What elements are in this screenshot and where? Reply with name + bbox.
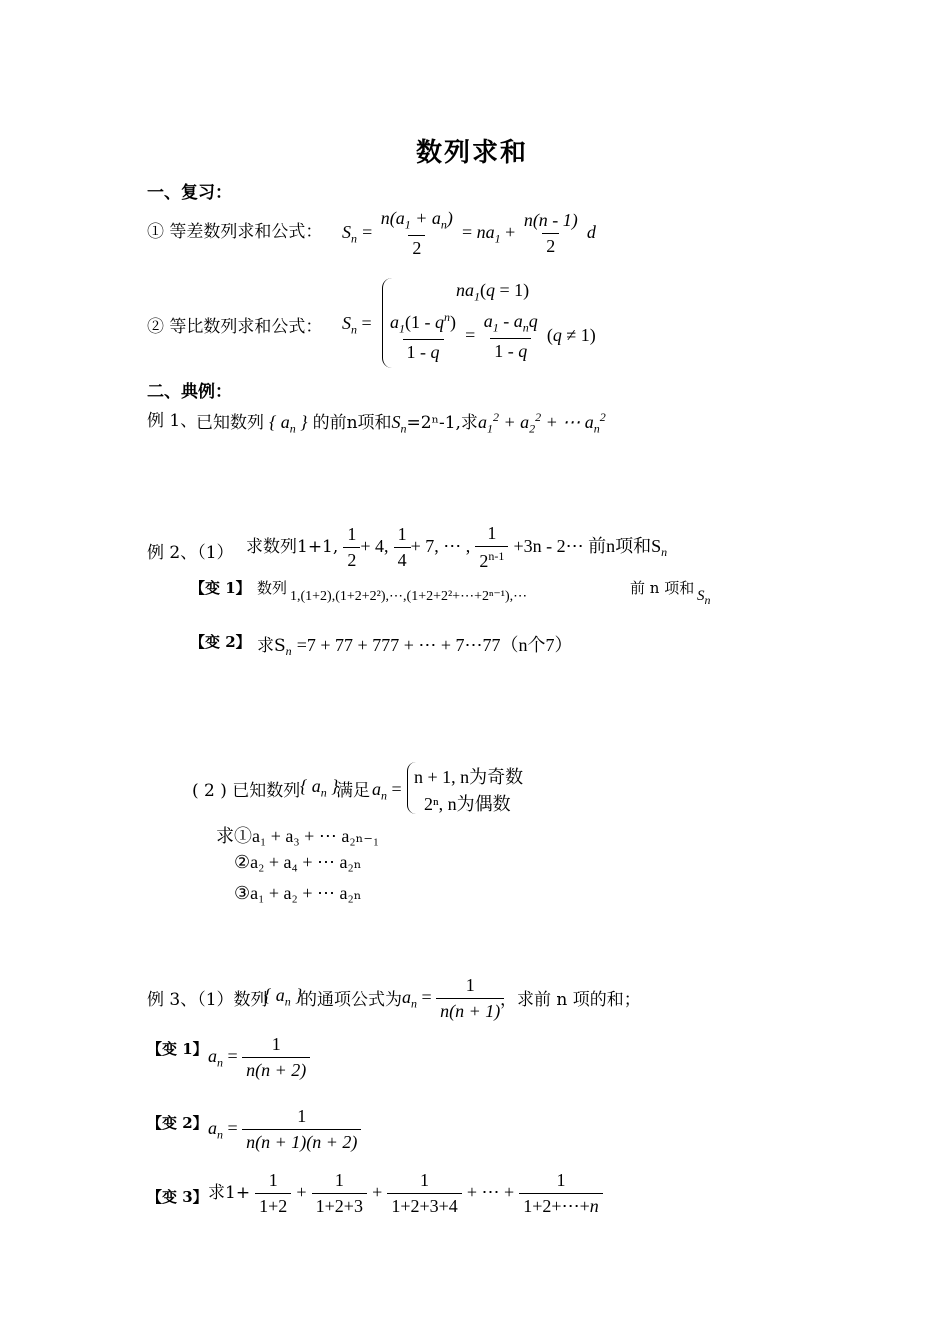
variant-1-text: 数列 bbox=[257, 579, 288, 597]
example-1-text-2: 的前n项和 bbox=[312, 413, 392, 433]
example-3-tail: ，求前 n 项的和； bbox=[500, 990, 641, 1010]
geometric-sum-lhs: $S_n$ = bbox=[342, 313, 372, 337]
example-2-statement: 求数列1+1, $\frac{1}{2}$ + 4, $\frac{1}{4}$ + 7, ⋯ , $\frac{1}{2^{n-1}}$ +3n - 2⋯ 前n项和$S_n$ bbox=[246, 523, 668, 571]
review-item-2-label: ② 等比数列求和公式： bbox=[147, 317, 323, 337]
example-1-text-3: =2ⁿ-1,求 bbox=[406, 413, 478, 433]
variant-2-tag: 【变 2】 bbox=[190, 633, 251, 651]
part-2-an: $a_n$ = bbox=[372, 779, 402, 803]
part-2-case-even: 2ⁿ, n为偶数 bbox=[424, 794, 511, 814]
geometric-case-q1: $na_1(q = 1)$ bbox=[456, 280, 530, 304]
page-title: 数列求和 bbox=[416, 138, 529, 168]
example-3-variant-3-formula: 求1+ $\frac{1}{1+2}$ + $\frac{1}{1+2+3}$ + $\frac{1}{1+2+3+4}$ + ⋯ + $\frac{1}{1+2+\cdots+n}$ bbox=[208, 1170, 603, 1217]
part-2-ask-1: 求①a₁ + a₃ + ⋯ a₂ₙ₋₁ bbox=[216, 826, 380, 846]
example-2-label: 例 2、（1） bbox=[147, 543, 234, 563]
variant-1-tail: 前 n 项和 bbox=[630, 579, 695, 597]
example-1-text: 已知数列 bbox=[196, 413, 264, 433]
example-3-formula: $a_n$ = $\frac{1}{n(n + 1)}$ bbox=[402, 975, 504, 1022]
geometric-case-q-not-1: $\frac{a_1(1 - q^n)}{1 - q}$ = $\frac{a_1 - a_nq}{1 - q}$ (q ≠ 1) bbox=[390, 310, 596, 362]
variant-1-tag: 【变 1】 bbox=[190, 579, 251, 597]
part-2-case-odd: n + 1, n为奇数 bbox=[414, 767, 524, 787]
part-2-ask-2: ②a₂ + a₄ + ⋯ a₂ₙ bbox=[234, 852, 362, 872]
variant-1-sn: $S_n$ bbox=[697, 588, 711, 607]
variant-2-statement: 求$S_n =7 + 77 + 777$ + ⋯ + 7⋯77（n个7） bbox=[257, 635, 573, 659]
example-3-sequence: { $a_n$ } bbox=[264, 985, 303, 1009]
example-2-text: 求数列1+1, bbox=[246, 537, 339, 557]
section-heading-review: 一、复习： bbox=[147, 183, 232, 203]
part-2-sequence: { $a_n$ } bbox=[300, 776, 339, 800]
example-3-variant-2-tag: 【变 2】 bbox=[147, 1114, 208, 1132]
example-3-variant-1-tag: 【变 1】 bbox=[147, 1040, 208, 1058]
part-2-ask-3: ③a₁ + a₂ + ⋯ a₂ₙ bbox=[234, 883, 362, 903]
variant-2-expr: =7 + 77 + 777 + ⋯ + 7⋯77（n个7） bbox=[296, 635, 573, 655]
example-2-tail: +3n - 2⋯ 前n项和S bbox=[513, 536, 662, 556]
part-2-text: 满足 bbox=[336, 781, 370, 801]
example-3-variant-3-text: 求1+ bbox=[208, 1183, 251, 1203]
variant-2-text: 求S bbox=[257, 636, 286, 656]
example-1-label: 例 1、 bbox=[147, 411, 198, 431]
part-2-label: ( 2 ) 已知数列 bbox=[192, 781, 301, 801]
example-3-label: 例 3、（1）数列 bbox=[147, 990, 268, 1010]
section-heading-examples: 二、典例： bbox=[147, 382, 232, 402]
variant-1-sequence: 1,(1+2),(1+2+2²),⋯,(1+2+2²+⋯+2ⁿ⁻¹),⋯ bbox=[290, 589, 528, 604]
example-3-variant-3-tag: 【变 3】 bbox=[147, 1188, 208, 1206]
arithmetic-sum-formula: $S_n$ = $\frac{n(a_1 + a_n)}{2}$ = $na_1$ + $\frac{n(n - 1)}{2}$ d bbox=[342, 208, 596, 258]
example-1-statement: 已知数列 { $a_n$ } 的前n项和$S_n=2^n-1$,求$a_1^2 + a_2^2$ + ⋯ $a_n^2$ bbox=[196, 410, 606, 436]
example-3-variant-2-formula: $a_n$ = $\frac{1}{n(n + 1)(n + 2)}$ bbox=[208, 1106, 361, 1153]
example-3-text: 的通项公式为 bbox=[300, 990, 402, 1010]
example-3-variant-1-formula: $a_n$ = $\frac{1}{n(n + 2)}$ bbox=[208, 1034, 310, 1081]
review-item-1-label: ① 等差数列求和公式： bbox=[147, 222, 323, 242]
